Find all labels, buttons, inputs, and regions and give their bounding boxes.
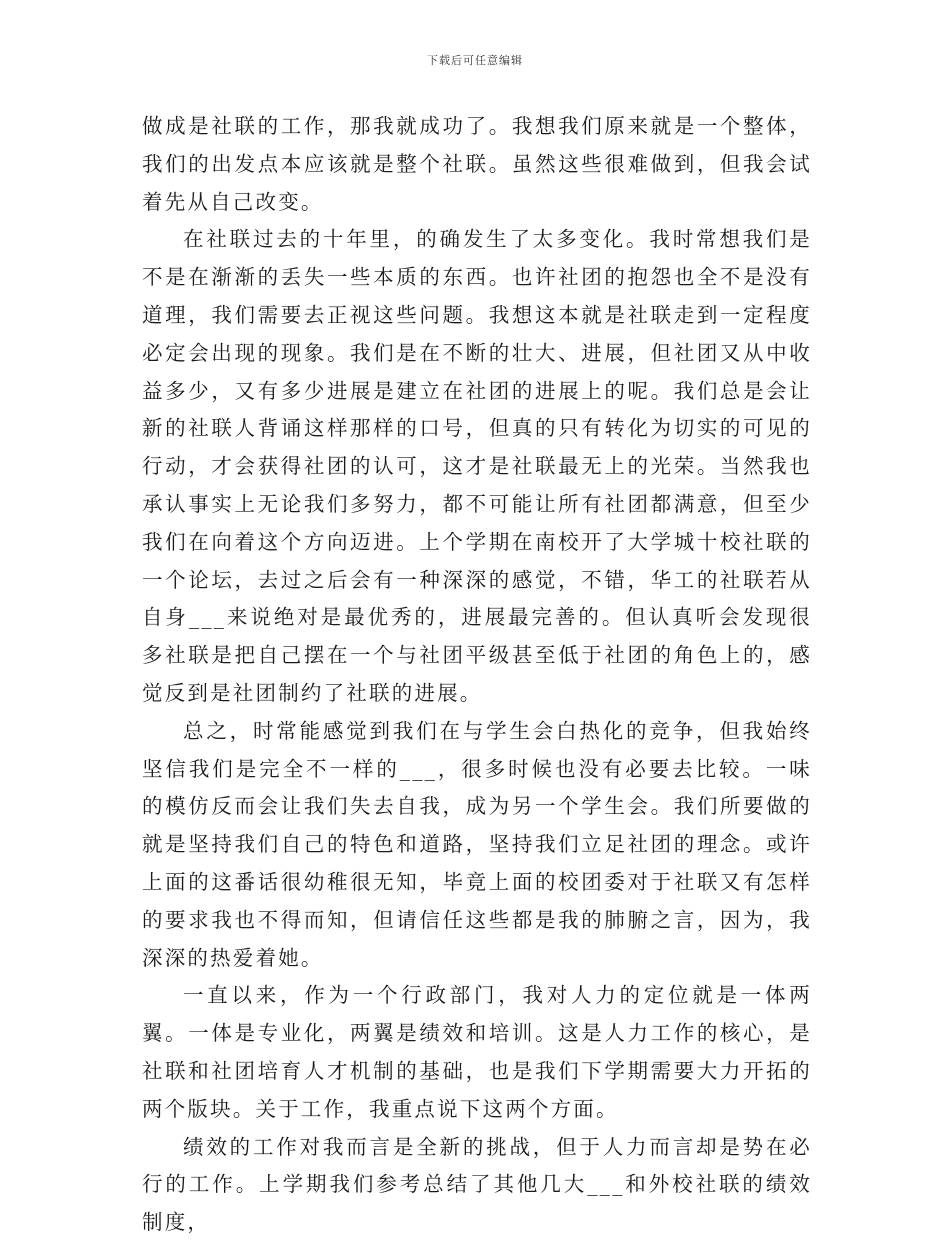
paragraph-2: 在社联过去的十年里，的确发生了太多变化。我时常想我们是不是在渐渐的丢失一些本质的东西。也许社团的抱怨也全不是没有道理，我们需要去正视这些问题。我想这本就是社联走到一定程度必定会出现的现象。我们是在不断的壮大、进展，但社团又从中收益多少，又有多少进展是建立在社团的进展上的呢。我们总是会让新的社联人背诵这样那样的口号，但真的只有转化为切实的可见的行动，才会获得社团的认可，这才是社联最无上的光荣。当然我也承认事实上无论我们多努力，都不可能让所有社团都满意，但至少我们在向着这个方向迈进。上个学期在南校开了大学城十校社联的一个论坛，去过之后会有一种深深的感觉，不错，华工的社联若从自身___来说绝对是最优秀的，进展最完善的。但认真听会发现很多社联是把自己摆在一个与社团平级甚至低于社团的角色上的，感觉反到是社团制约了社联的进展。 — [142, 227, 812, 705]
paragraph-1: 做成是社联的工作，那我就成功了。我想我们原来就是一个整体，我们的出发点本应该就是整个社联。虽然这些很难做到，但我会试着先从自己改变。 — [142, 114, 812, 214]
paragraph-5: 绩效的工作对我而言是全新的挑战，但于人力而言却是势在必行的工作。上学期我们参考总结了其他几大___和外校社联的绩效制度， — [142, 1134, 812, 1235]
paragraph-3: 总之，时常能感觉到我们在与学生会白热化的竞争，但我始终坚信我们是完全不一样的___，很多时候也没有必要去比较。一味的模仿反而会让我们失去自我，成为另一个学生会。我们所要做的就是坚持我们自己的特色和道路，坚持我们立足社团的理念。或许上面的这番话很幼稚很无知，毕竟上面的校团委对于社联又有怎样的要求我也不得而知，但请信任这些都是我的肺腑之言，因为，我深深的热爱着她。 — [142, 718, 812, 970]
document-body — [142, 108, 812, 1242]
page-header-note: 下载后可任意编辑 — [427, 54, 523, 67]
paragraph-4: 一直以来，作为一个行政部门，我对人力的定位就是一体两翼。一体是专业化，两翼是绩效和培训。这是人力工作的核心，是社联和社团培育人才机制的基础，也是我们下学期需要大力开拓的两个版块。关于工作，我重点说下这两个方面。 — [142, 983, 812, 1121]
